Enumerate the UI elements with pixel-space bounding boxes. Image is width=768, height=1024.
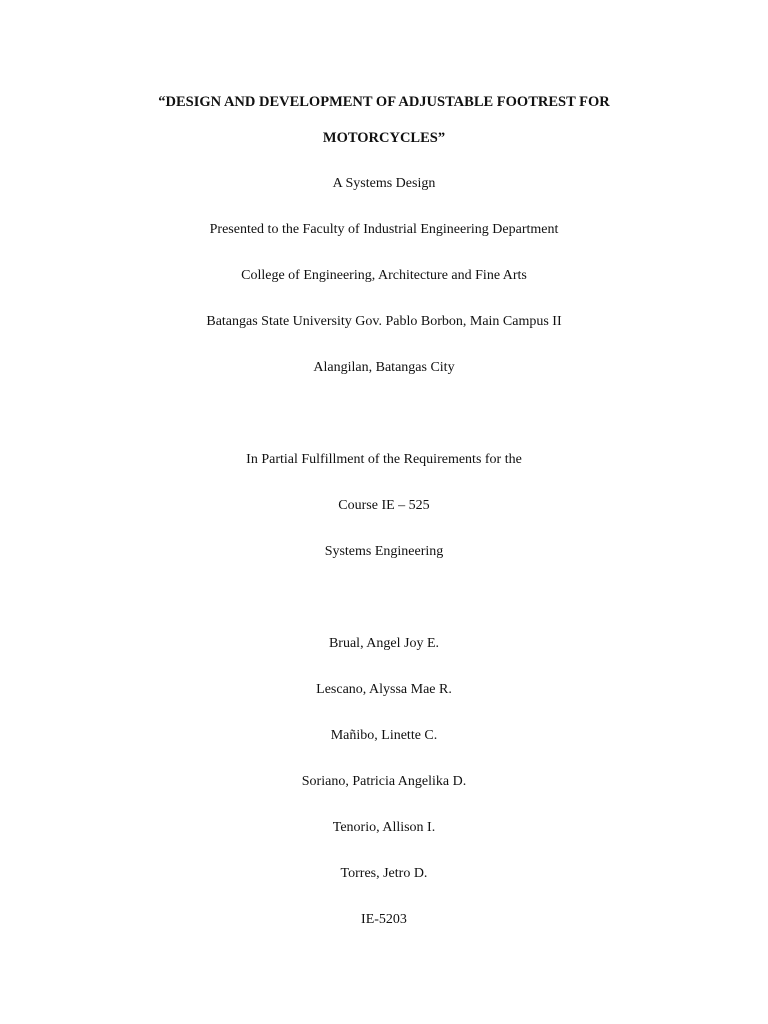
college-line: College of Engineering, Architecture and Fine Arts: [241, 268, 527, 283]
section-code: IE-5203: [361, 912, 407, 927]
title-line-1: “DESIGN AND DEVELOPMENT OF ADJUSTABLE FOOTREST FOR: [158, 94, 610, 110]
presented-to-line: Presented to the Faculty of Industrial Engineering Department: [209, 222, 559, 237]
course-code-line: Course IE – 525: [338, 498, 430, 513]
university-line: Batangas State University Gov. Pablo Borbon, Main Campus II: [206, 314, 562, 329]
author-name: Torres, Jetro D.: [340, 866, 428, 881]
location-line: Alangilan, Batangas City: [313, 360, 455, 375]
author-name: Brual, Angel Joy E.: [328, 636, 440, 651]
author-name: Tenorio, Allison I.: [332, 820, 436, 835]
author-name: Soriano, Patricia Angelika D.: [301, 774, 467, 789]
author-name: Lescano, Alyssa Mae R.: [316, 682, 452, 697]
subtitle: A Systems Design: [332, 176, 436, 191]
title-line-2: MOTORCYCLES”: [322, 130, 446, 146]
author-name: Mañibo, Linette C.: [330, 728, 438, 743]
fulfillment-line: In Partial Fulfillment of the Requirements for the: [246, 452, 522, 467]
course-name-line: Systems Engineering: [324, 544, 444, 559]
